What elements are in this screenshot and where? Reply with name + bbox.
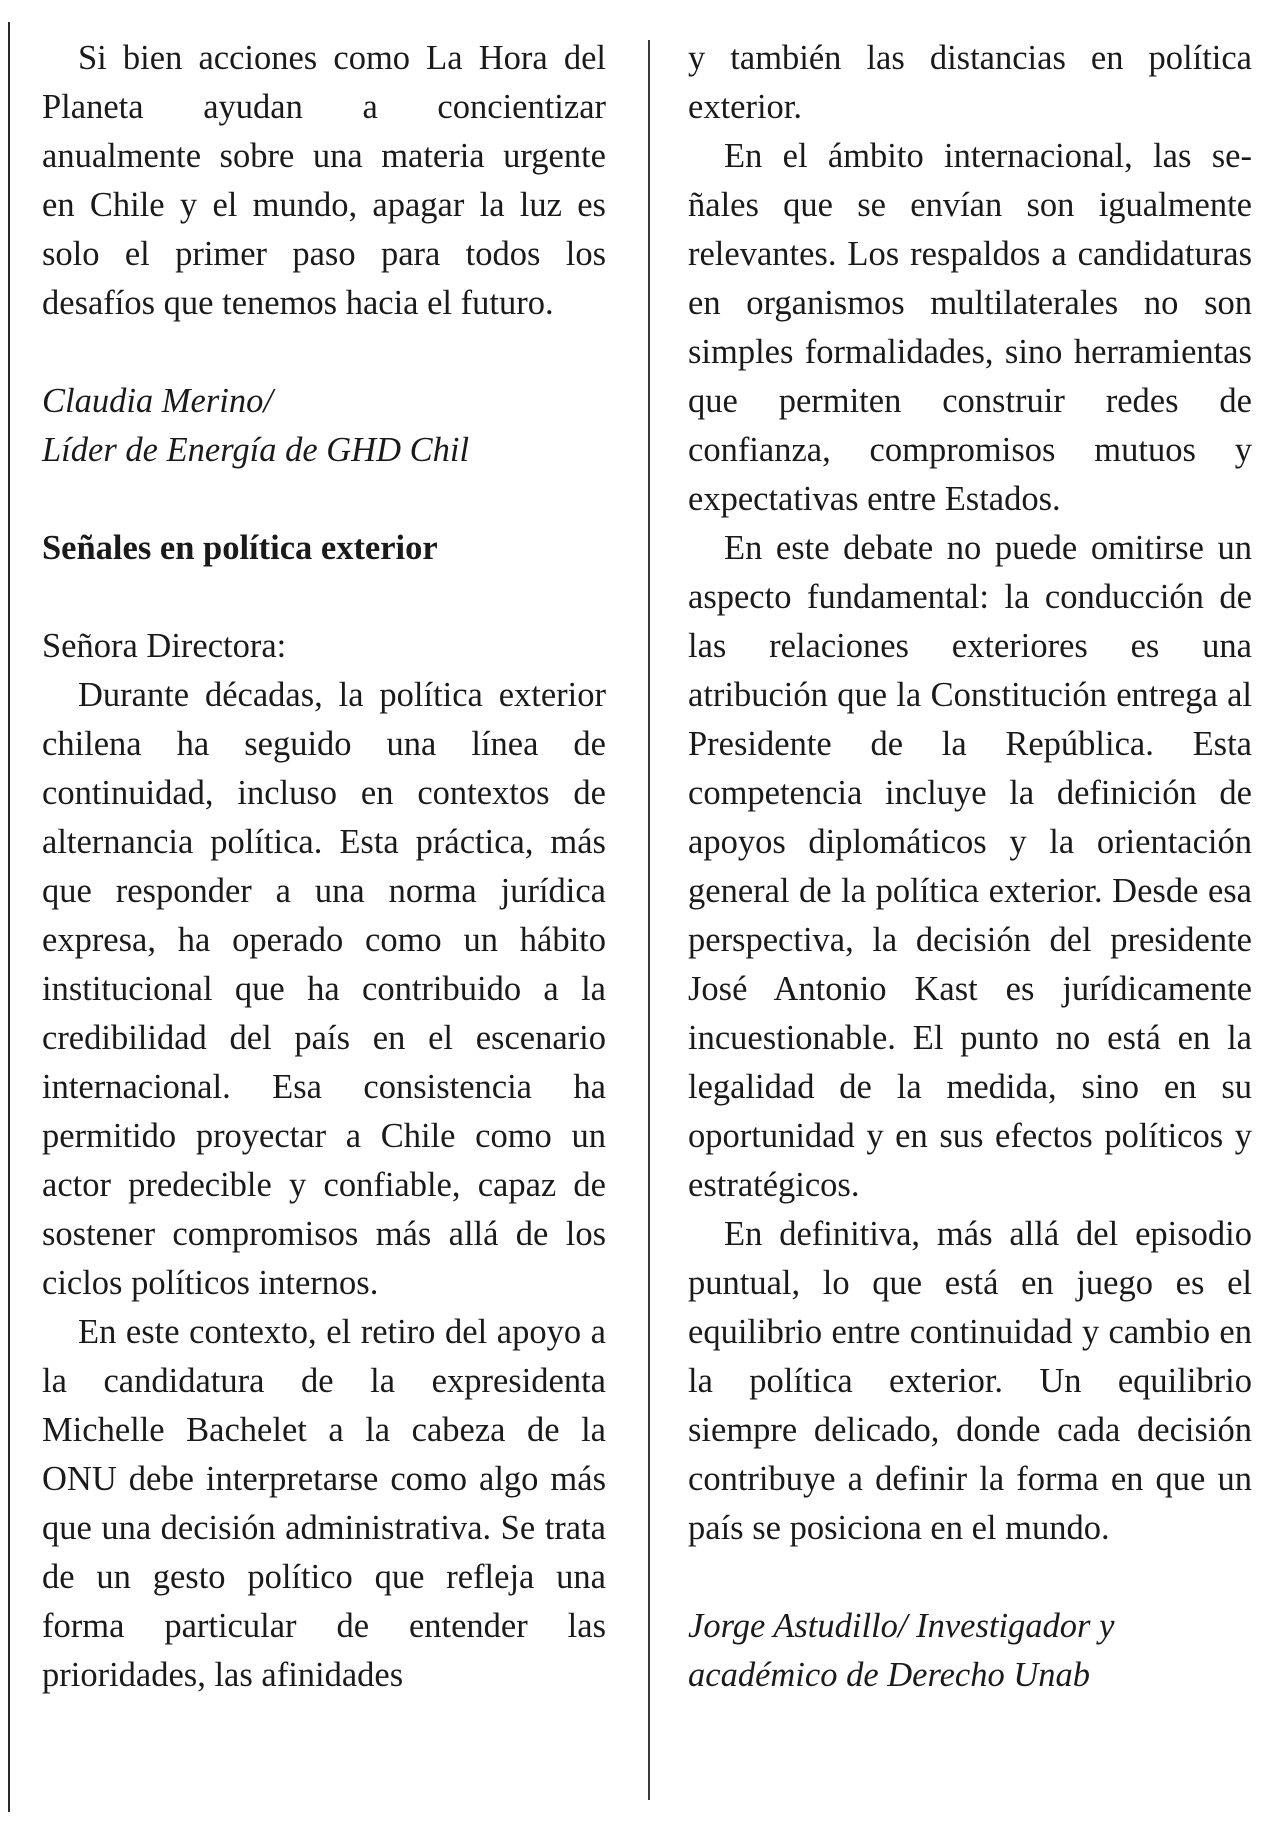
previous-letter-signature-name: Claudia Merino/: [42, 382, 273, 420]
previous-letter-closing-paragraph: Si bien acciones como La Hora del Planeta ayudan a concientizar anualmente sobre una materia urgente en Chile y el mundo, apagar la luz es solo el primer paso para todos los desafíos que tenemos hacia el futuro.: [42, 39, 606, 322]
spacer: [42, 475, 606, 524]
letter-paragraph-2-continued: y también las distancias en política exterior.: [688, 39, 1252, 126]
letter-paragraph-4: En este debate no puede omitirse un aspecto fundamental: la conducción de las relaciones exteriores es una atribución que la Constitución entrega al Presidente de la República. Esta competencia incluye la definición de apoyos diplomáticos y la orientación general de la política exterior. Desde esa perspectiva, la decisión del presidente José Antonio Kast es jurídicamente incuestionable. El punto no está en la legalidad de la medida, sino en su oportunidad y en sus efectos políticos y estratégicos.: [688, 529, 1252, 1204]
right-column: [688, 34, 1252, 1700]
spacer: [42, 573, 606, 622]
letter-paragraph-2: En este contexto, el retiro del apoyo a la candidatura de la expresidenta Michelle Bachelet a la cabeza de la ONU debe interpretarse como algo más que una decisión administrativa. Se trata de un gesto político que refleja una forma particular de entender las prioridades, las afinidades: [42, 1313, 606, 1694]
letter-paragraph-3: En el ámbito internacional, las señales que se envían son igualmente relevantes. Los respaldos a candidaturas en organismos multilaterales no son simples formalidades, sino herramientas que permiten construir redes de confianza, compromisos mutuos y expectativas entre Estados.: [688, 137, 1252, 518]
page-edge-rule: [8, 22, 10, 1812]
column-divider: [648, 40, 650, 1800]
letter-signature-line-1: Jorge Astudillo/ Investigador y: [688, 1607, 1115, 1645]
letter-paragraph-5: En definitiva, más allá del episodio puntual, lo que está en juego es el equilibrio entre continuidad y cambio en la política exterior. Un equilibrio siempre delicado, donde cada decisión contribuye a definir la forma en que un país se posiciona en el mundo.: [688, 1215, 1252, 1547]
previous-letter-signature-role: Líder de Energía de GHD Chil: [42, 431, 470, 469]
spacer: [42, 328, 606, 377]
left-column: [42, 34, 606, 1700]
letter-salutation: Señora Directora:: [42, 627, 287, 665]
letter-signature-line-2: académico de Derecho Unab: [688, 1656, 1091, 1694]
spacer: [688, 1553, 1252, 1602]
letter-title: Señales en política exterior: [42, 529, 438, 567]
letter-paragraph-1: Durante décadas, la política exterior chilena ha seguido una línea de continuidad, incluso en contextos de alternancia política. Esta práctica, más que responder a una norma jurídica expresa, ha operado como un hábito institucional que ha contribuido a la credibilidad del país en el escenario internacional. Esa consistencia ha permitido proyectar a Chile como un actor predecible y confiable, capaz de sostener compromisos más allá de los ciclos políticos internos.: [42, 676, 606, 1302]
